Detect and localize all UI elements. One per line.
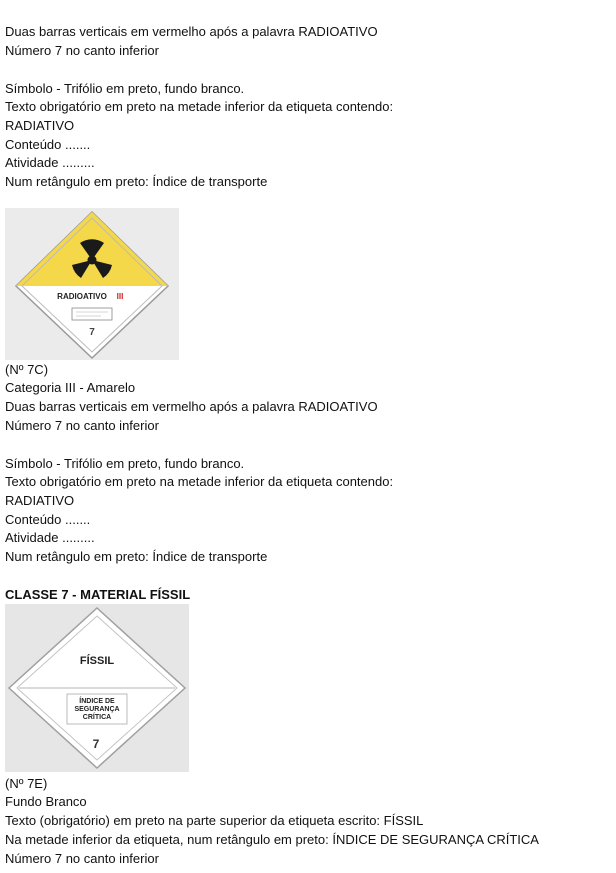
text-line: Num retângulo em preto: Índice de transporte: [5, 174, 268, 189]
text-line: (Nº 7E): [5, 776, 48, 791]
text-line: Número 7 no canto inferior: [5, 43, 159, 58]
text-line: Duas barras verticais em vermelho após a palavra RADIOATIVO: [5, 399, 378, 414]
box-text-line: SEGURANÇA: [74, 706, 120, 713]
text-line: Duas barras verticais em vermelho após a palavra RADIOATIVO: [5, 24, 378, 39]
text-line: Número 7 no canto inferior: [5, 418, 159, 433]
text-line: Num retângulo em preto: Índice de transporte: [5, 549, 268, 564]
text-line: Símbolo - Trifólio em preto, fundo branco.: [5, 81, 245, 96]
text-line: Atividade .........: [5, 530, 95, 545]
text-line: Texto obrigatório em preto na metade inferior da etiqueta contendo:: [5, 474, 394, 489]
red-bars: III: [116, 292, 124, 301]
text-line: Número 7 no canto inferior: [5, 851, 159, 866]
text-line: Símbolo - Trifólio em preto, fundo branco.: [5, 456, 245, 471]
text-line: Texto obrigatório em preto na metade inferior da etiqueta contendo:: [5, 99, 394, 114]
text-line: Na metade inferior da etiqueta, num retângulo em preto: ÍNDICE DE SEGURANÇA CRÍTICA: [5, 832, 539, 847]
class-number: 7: [89, 327, 95, 338]
text-line: Categoria III - Amarelo: [5, 380, 136, 395]
text-line: Fundo Branco: [5, 794, 87, 809]
text-line: Conteúdo .......: [5, 137, 91, 152]
class-number: 7: [92, 737, 100, 751]
box-text-line: CRÍTICA: [82, 714, 112, 721]
radioativo-word: RADIOATIVO: [57, 292, 107, 301]
text-line: Texto (obrigatório) em preto na parte superior da etiqueta escrito: FÍSSIL: [5, 813, 424, 828]
radioactive-label-7c-image: [5, 208, 179, 360]
text-line: Conteúdo .......: [5, 512, 91, 527]
text-line: RADIATIVO: [5, 493, 75, 508]
fissile-label-7e-image: [5, 604, 189, 772]
section-heading: CLASSE 7 - MATERIAL FÍSSIL: [5, 587, 191, 602]
text-line: (Nº 7C): [5, 362, 49, 377]
fissil-word: FÍSSIL: [79, 655, 115, 667]
text-line: RADIATIVO: [5, 118, 75, 133]
box-text-line: ÍNDICE DE: [79, 698, 115, 705]
text-line: Atividade .........: [5, 155, 95, 170]
